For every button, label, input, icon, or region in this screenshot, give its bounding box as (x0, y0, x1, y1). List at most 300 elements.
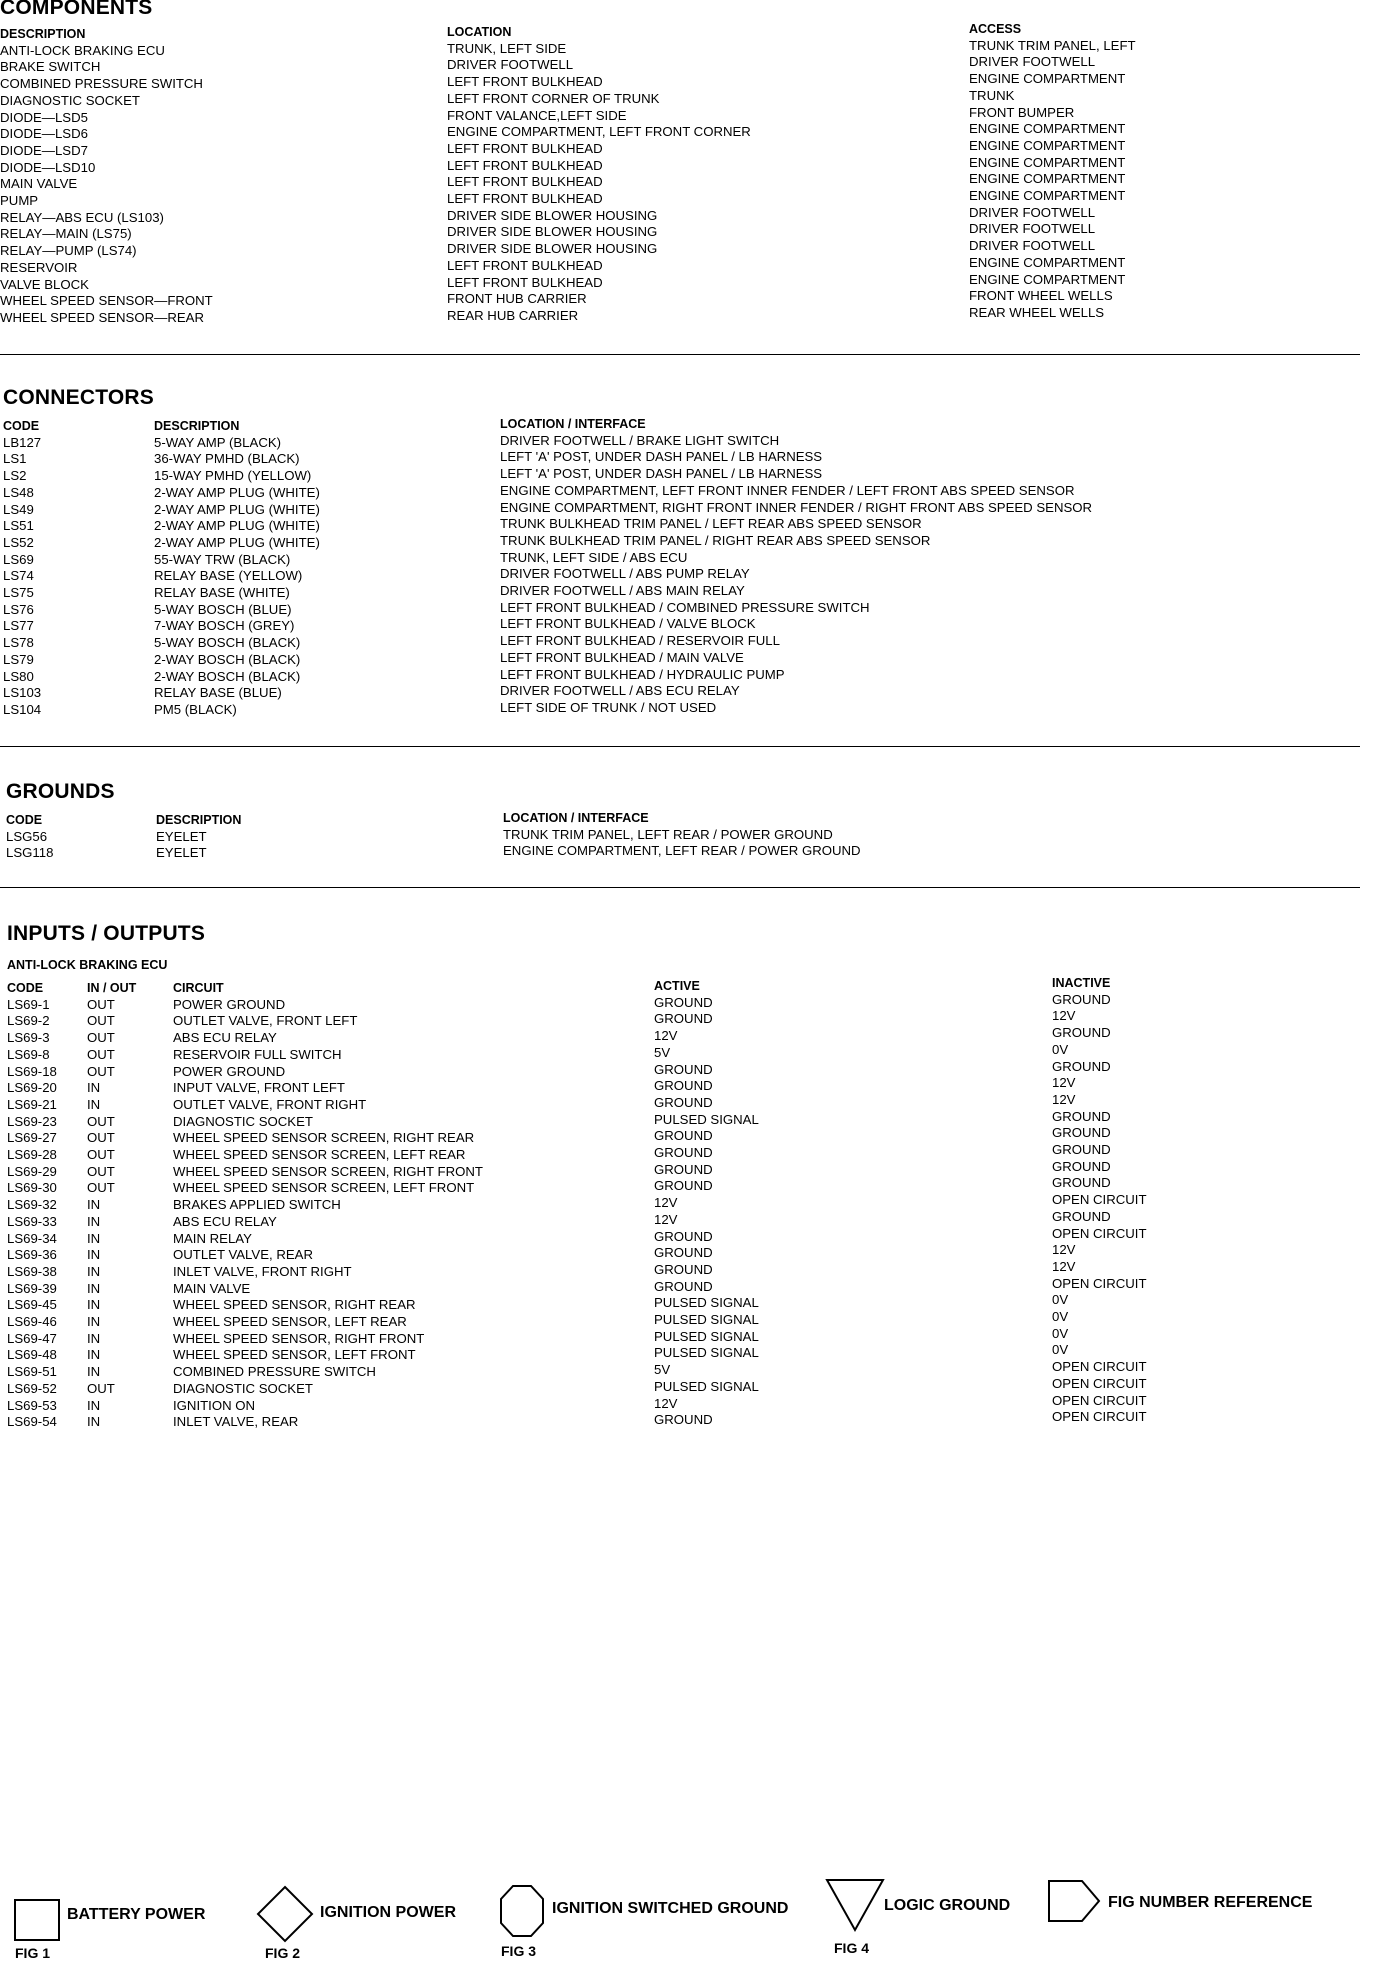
components-cell: DRIVER FOOTWELL (969, 54, 1096, 70)
io-cell: OPEN CIRCUIT (1052, 1275, 1147, 1291)
io-cell: LS69-46 (7, 1314, 57, 1330)
io-title: INPUTS / OUTPUTS (7, 922, 206, 945)
io-cell: IN (87, 1297, 101, 1313)
io-cell: WHEEL SPEED SENSOR, RIGHT FRONT (173, 1330, 425, 1346)
io-circuit-list (173, 997, 483, 1431)
grounds-description-column (156, 812, 241, 862)
components-access-list (969, 38, 1136, 322)
connectors-cell: LS69 (3, 551, 34, 567)
connectors-cell: DRIVER FOOTWELL / ABS ECU RELAY (500, 683, 740, 699)
legend-label-ignition-power: IGNITION POWER (320, 1904, 456, 1921)
io-cell: IN (87, 1096, 101, 1112)
components-cell: ENGINE COMPARTMENT (969, 254, 1126, 270)
components-cell: LEFT FRONT BULKHEAD (447, 174, 603, 190)
connectors-cell: 5-WAY BOSCH (BLUE) (154, 601, 292, 617)
io-cell: LS69-8 (7, 1046, 50, 1062)
io-cell: OUT (87, 1063, 115, 1079)
io-cell: GROUND (654, 1061, 713, 1077)
connectors-cell: LS49 (3, 501, 34, 517)
components-cell: RELAY—MAIN (LS75) (0, 226, 132, 242)
components-cell: DRIVER FOOTWELL (969, 221, 1096, 237)
components-cell: LEFT FRONT BULKHEAD (447, 274, 603, 290)
connectors-cell: 2-WAY AMP PLUG (WHITE) (154, 484, 320, 500)
fig-label-2: FIG 2 (265, 1945, 301, 1961)
io-cell: GROUND (1052, 1125, 1111, 1141)
connectors-cell: LS78 (3, 635, 34, 651)
io-cell: GROUND (654, 1245, 713, 1261)
section-divider (0, 887, 1360, 888)
io-inout-column (87, 980, 136, 1431)
io-cell: IN (87, 1080, 101, 1096)
io-inactive-list (1052, 992, 1147, 1426)
components-cell: COMBINED PRESSURE SWITCH (0, 76, 203, 92)
connectors-cell: 7-WAY BOSCH (GREY) (154, 618, 295, 634)
components-cell: REAR WHEEL WELLS (969, 304, 1105, 320)
io-cell: PULSED SIGNAL (654, 1328, 759, 1344)
components-cell: DIODE—LSD5 (0, 109, 88, 125)
connectors-cell: RELAY BASE (BLUE) (154, 685, 282, 701)
connectors-cell: LS103 (3, 685, 42, 701)
io-cell: ABS ECU RELAY (173, 1030, 277, 1046)
io-inactive-header: INACTIVE (1052, 976, 1111, 990)
io-cell: 0V (1052, 1309, 1069, 1325)
io-cell: LS69-29 (7, 1163, 57, 1179)
io-cell: POWER GROUND (173, 996, 286, 1012)
connectors-cell: 15-WAY PMHD (YELLOW) (154, 468, 312, 484)
section-divider (0, 746, 1360, 747)
io-cell: OUTLET VALVE, REAR (173, 1247, 313, 1263)
components-cell: WHEEL SPEED SENSOR—REAR (0, 309, 204, 325)
connectors-cell: ENGINE COMPARTMENT, RIGHT FRONT INNER FENDER / RIGHT FRONT ABS SPEED SENSOR (500, 499, 1093, 515)
components-cell: TRUNK TRIM PANEL, LEFT (969, 37, 1136, 53)
io-code-list (7, 997, 57, 1431)
io-cell: 12V (654, 1028, 678, 1044)
io-cell: OUT (87, 1130, 115, 1146)
io-cell: IGNITION ON (173, 1397, 256, 1413)
io-cell: OUT (87, 1046, 115, 1062)
triangle-icon (826, 1879, 884, 1931)
connectors-location-list (500, 433, 1092, 717)
io-cell: OPEN CIRCUIT (1052, 1192, 1147, 1208)
io-cell: LS69-52 (7, 1380, 57, 1396)
connectors-title: CONNECTORS (3, 386, 154, 409)
io-cell: LS69-20 (7, 1080, 57, 1096)
components-cell: RESERVOIR (0, 259, 78, 275)
io-cell: OUT (87, 996, 115, 1012)
io-cell: IN (87, 1263, 101, 1279)
io-cell: GROUND (654, 1261, 713, 1277)
components-cell: BRAKE SWITCH (0, 59, 101, 75)
components-cell: ENGINE COMPARTMENT (969, 154, 1126, 170)
io-cell: LS69-48 (7, 1347, 57, 1363)
octagon-icon (500, 1885, 544, 1937)
io-cell: GROUND (654, 1128, 713, 1144)
connectors-cell: RELAY BASE (YELLOW) (154, 568, 303, 584)
connectors-cell: LS48 (3, 484, 34, 500)
io-cell: OUT (87, 1113, 115, 1129)
connectors-cell: 2-WAY AMP PLUG (WHITE) (154, 518, 320, 534)
components-cell: ENGINE COMPARTMENT (969, 137, 1126, 153)
io-cell: WHEEL SPEED SENSOR, LEFT FRONT (173, 1347, 416, 1363)
connectors-cell: LEFT SIDE OF TRUNK / NOT USED (500, 699, 717, 715)
connectors-cell: 2-WAY AMP PLUG (WHITE) (154, 501, 320, 517)
io-cell: GROUND (654, 1161, 713, 1177)
io-cell: WHEEL SPEED SENSOR SCREEN, RIGHT REAR (173, 1130, 475, 1146)
io-cell: 5V (654, 1362, 671, 1378)
connectors-cell: LEFT FRONT BULKHEAD / COMBINED PRESSURE SWITCH (500, 599, 870, 615)
io-cell: MAIN RELAY (173, 1230, 252, 1246)
io-circuit-column (173, 980, 483, 1431)
io-cell: LS69-53 (7, 1397, 57, 1413)
components-location-header: LOCATION (447, 25, 512, 39)
components-cell: ENGINE COMPARTMENT (969, 171, 1126, 187)
io-cell: OUTLET VALVE, FRONT RIGHT (173, 1096, 367, 1112)
io-cell: 12V (1052, 1091, 1076, 1107)
io-cell: BRAKES APPLIED SWITCH (173, 1197, 341, 1213)
grounds-location-header: LOCATION / INTERFACE (503, 811, 649, 825)
components-cell: FRONT BUMPER (969, 104, 1075, 120)
connectors-cell: 5-WAY AMP (BLACK) (154, 434, 282, 450)
io-cell: LS69-28 (7, 1147, 57, 1163)
io-cell: POWER GROUND (173, 1063, 286, 1079)
components-cell: VALVE BLOCK (0, 276, 89, 292)
io-cell: OPEN CIRCUIT (1052, 1359, 1147, 1375)
components-cell: LEFT FRONT BULKHEAD (447, 74, 603, 90)
io-cell: 12V (654, 1211, 678, 1227)
connectors-code-list (3, 435, 41, 719)
legend-label-logic-ground: LOGIC GROUND (884, 1897, 1011, 1914)
connectors-cell: LS52 (3, 534, 34, 550)
io-cell: COMBINED PRESSURE SWITCH (173, 1364, 376, 1380)
connectors-cell: LEFT FRONT BULKHEAD / VALVE BLOCK (500, 616, 756, 632)
components-cell: ENGINE COMPARTMENT (969, 271, 1126, 287)
io-active-list (654, 995, 759, 1429)
io-cell: IN (87, 1330, 101, 1346)
io-cell: PULSED SIGNAL (654, 1378, 759, 1394)
connectors-cell: TRUNK BULKHEAD TRIM PANEL / RIGHT REAR ABS SPEED SENSOR (500, 532, 931, 548)
connectors-description-header: DESCRIPTION (154, 419, 240, 433)
io-cell: OPEN CIRCUIT (1052, 1375, 1147, 1391)
connectors-cell: 2-WAY AMP PLUG (WHITE) (154, 534, 320, 550)
io-cell: 12V (1052, 1008, 1076, 1024)
components-cell: DRIVER SIDE BLOWER HOUSING (447, 207, 658, 223)
io-cell: OPEN CIRCUIT (1052, 1392, 1147, 1408)
io-cell: GROUND (654, 1228, 713, 1244)
connectors-cell: LEFT FRONT BULKHEAD / RESERVOIR FULL (500, 633, 780, 649)
connectors-cell: 2-WAY BOSCH (BLACK) (154, 668, 301, 684)
io-cell: ABS ECU RELAY (173, 1213, 277, 1229)
grounds-cell: ENGINE COMPARTMENT, LEFT REAR / POWER GROUND (503, 843, 861, 859)
connectors-cell: 36-WAY PMHD (BLACK) (154, 451, 300, 467)
io-cell: IN (87, 1314, 101, 1330)
connectors-description-list (154, 435, 320, 719)
connectors-cell: 2-WAY BOSCH (BLACK) (154, 651, 301, 667)
io-cell: IN (87, 1397, 101, 1413)
grounds-location-column (503, 810, 861, 860)
connectors-cell: ENGINE COMPARTMENT, LEFT FRONT INNER FENDER / LEFT FRONT ABS SPEED SENSOR (500, 482, 1075, 498)
io-active-column (654, 978, 759, 1429)
io-cell: WHEEL SPEED SENSOR SCREEN, RIGHT FRONT (173, 1163, 483, 1179)
io-subtitle: ANTI-LOCK BRAKING ECU (7, 958, 168, 972)
io-inout-header: IN / OUT (87, 981, 137, 995)
grounds-description-header: DESCRIPTION (156, 813, 242, 827)
grounds-cell: LSG118 (6, 845, 54, 861)
components-cell: RELAY—PUMP (LS74) (0, 243, 137, 259)
io-cell: GROUND (654, 1145, 713, 1161)
io-cell: PULSED SIGNAL (654, 1312, 759, 1328)
io-cell: GROUND (654, 1078, 713, 1094)
components-cell: FRONT VALANCE,LEFT SIDE (447, 107, 627, 123)
components-cell: FRONT HUB CARRIER (447, 291, 587, 307)
legend-label-fig-number-reference: FIG NUMBER REFERENCE (1108, 1894, 1313, 1911)
io-cell: GROUND (654, 1412, 713, 1428)
io-cell: 5V (654, 1044, 671, 1060)
io-cell: LS69-18 (7, 1063, 57, 1079)
io-inactive-column (1052, 975, 1147, 1426)
connectors-cell: LS80 (3, 668, 34, 684)
io-cell: OUT (87, 1013, 115, 1029)
components-cell: DIODE—LSD6 (0, 126, 88, 142)
connectors-cell: 55-WAY TRW (BLACK) (154, 551, 291, 567)
components-cell: TRUNK, LEFT SIDE (447, 40, 567, 56)
connectors-cell: DRIVER FOOTWELL / BRAKE LIGHT SWITCH (500, 432, 780, 448)
components-cell: TRUNK (969, 87, 1015, 103)
io-cell: LS69-3 (7, 1030, 50, 1046)
io-cell: INLET VALVE, REAR (173, 1414, 299, 1430)
components-cell: REAR HUB CARRIER (447, 307, 579, 323)
components-cell: LEFT FRONT BULKHEAD (447, 157, 603, 173)
components-location-list (447, 41, 751, 325)
io-cell: LS69-32 (7, 1197, 57, 1213)
connectors-cell: LS104 (3, 701, 42, 717)
io-cell: LS69-1 (7, 996, 50, 1012)
io-cell: IN (87, 1197, 101, 1213)
io-cell: IN (87, 1230, 101, 1246)
connectors-cell: DRIVER FOOTWELL / ABS PUMP RELAY (500, 566, 750, 582)
components-cell: ENGINE COMPARTMENT (969, 188, 1126, 204)
grounds-cell: EYELET (156, 828, 207, 844)
grounds-cell: EYELET (156, 845, 207, 861)
io-cell: LS69-47 (7, 1330, 57, 1346)
connectors-cell: LB127 (3, 434, 42, 450)
io-inout-list (87, 997, 136, 1431)
io-cell: IN (87, 1280, 101, 1296)
components-cell: LEFT FRONT CORNER OF TRUNK (447, 90, 660, 106)
io-cell: LS69-54 (7, 1414, 57, 1430)
components-cell: ENGINE COMPARTMENT (969, 121, 1126, 137)
io-cell: INLET VALVE, FRONT RIGHT (173, 1263, 352, 1279)
io-cell: OUT (87, 1180, 115, 1196)
io-cell: GROUND (1052, 1058, 1111, 1074)
io-cell: MAIN VALVE (173, 1280, 251, 1296)
io-cell: GROUND (654, 1094, 713, 1110)
fig-label-4: FIG 4 (834, 1940, 870, 1956)
io-cell: LS69-33 (7, 1213, 57, 1229)
fig-label-1: FIG 1 (15, 1945, 51, 1961)
io-code-header: CODE (7, 981, 44, 995)
components-description-header: DESCRIPTION (0, 27, 86, 41)
io-cell: 0V (1052, 1342, 1069, 1358)
components-cell: ANTI-LOCK BRAKING ECU (0, 42, 165, 58)
io-cell: WHEEL SPEED SENSOR, RIGHT REAR (173, 1297, 416, 1313)
io-cell: GROUND (654, 1011, 713, 1027)
components-cell: LEFT FRONT BULKHEAD (447, 140, 603, 156)
connectors-cell: LEFT 'A' POST, UNDER DASH PANEL / LB HARNESS (500, 466, 823, 482)
io-cell: OUT (87, 1163, 115, 1179)
io-cell: LS69-27 (7, 1130, 57, 1146)
components-title: COMPONENTS (0, 0, 153, 19)
square-icon (14, 1899, 60, 1941)
components-description-column (0, 26, 213, 327)
section-divider (0, 354, 1360, 355)
components-description-list (0, 43, 213, 327)
io-cell: IN (87, 1364, 101, 1380)
io-cell: 0V (1052, 1041, 1069, 1057)
connectors-code-column (3, 418, 41, 719)
io-cell: IN (87, 1347, 101, 1363)
legend-label-ignition-switched-ground: IGNITION SWITCHED GROUND (552, 1900, 789, 1917)
io-cell: 0V (1052, 1292, 1069, 1308)
connectors-location-column (500, 416, 1092, 717)
grounds-cell: LSG56 (6, 828, 48, 844)
io-cell: LS69-23 (7, 1113, 57, 1129)
grounds-code-column (6, 812, 53, 862)
io-cell: 12V (654, 1395, 678, 1411)
io-cell: GROUND (1052, 1175, 1111, 1191)
connectors-cell: LEFT 'A' POST, UNDER DASH PANEL / LB HARNESS (500, 449, 823, 465)
io-cell: LS69-45 (7, 1297, 57, 1313)
io-cell: OUT (87, 1147, 115, 1163)
io-active-header: ACTIVE (654, 979, 700, 993)
io-cell: LS69-39 (7, 1280, 57, 1296)
io-cell: PULSED SIGNAL (654, 1295, 759, 1311)
io-cell: OPEN CIRCUIT (1052, 1409, 1147, 1425)
io-cell: 0V (1052, 1325, 1069, 1341)
components-cell: PUMP (0, 193, 39, 209)
io-cell: PULSED SIGNAL (654, 1345, 759, 1361)
components-cell: DIODE—LSD7 (0, 142, 88, 158)
io-cell: WHEEL SPEED SENSOR, LEFT REAR (173, 1314, 407, 1330)
io-cell: GROUND (1052, 1142, 1111, 1158)
components-cell: DRIVER SIDE BLOWER HOUSING (447, 224, 658, 240)
connectors-cell: LS77 (3, 618, 34, 634)
io-cell: GROUND (1052, 991, 1111, 1007)
io-cell: 12V (654, 1195, 678, 1211)
io-circuit-header: CIRCUIT (173, 981, 224, 995)
components-cell: LEFT FRONT BULKHEAD (447, 257, 603, 273)
components-cell: FRONT WHEEL WELLS (969, 288, 1113, 304)
io-code-column (7, 980, 57, 1431)
io-cell: IN (87, 1213, 101, 1229)
io-cell: OUT (87, 1380, 115, 1396)
arrow-box-icon (1048, 1880, 1100, 1922)
connectors-cell: LEFT FRONT BULKHEAD / MAIN VALVE (500, 649, 744, 665)
components-cell: DRIVER SIDE BLOWER HOUSING (447, 241, 658, 257)
io-cell: LS69-21 (7, 1096, 57, 1112)
components-location-column (447, 24, 751, 325)
components-access-column (969, 21, 1136, 322)
connectors-cell: LS51 (3, 518, 34, 534)
diamond-icon (257, 1886, 313, 1942)
io-cell: GROUND (1052, 1108, 1111, 1124)
io-cell: 12V (1052, 1258, 1076, 1274)
io-cell: OPEN CIRCUIT (1052, 1225, 1147, 1241)
io-cell: DIAGNOSTIC SOCKET (173, 1113, 313, 1129)
io-cell: LS69-51 (7, 1364, 57, 1380)
connectors-cell: LS1 (3, 451, 27, 467)
components-cell: MAIN VALVE (0, 176, 78, 192)
io-cell: LS69-38 (7, 1263, 57, 1279)
connectors-cell: TRUNK, LEFT SIDE / ABS ECU (500, 549, 688, 565)
components-cell: WHEEL SPEED SENSOR—FRONT (0, 293, 213, 309)
components-cell: DRIVER FOOTWELL (969, 204, 1096, 220)
io-cell: LS69-34 (7, 1230, 57, 1246)
components-cell: RELAY—ABS ECU (LS103) (0, 209, 164, 225)
io-cell: 12V (1052, 1242, 1076, 1258)
components-cell: DIODE—LSD10 (0, 159, 96, 175)
components-cell: DIAGNOSTIC SOCKET (0, 92, 140, 108)
grounds-code-list (6, 829, 53, 862)
connectors-cell: DRIVER FOOTWELL / ABS MAIN RELAY (500, 583, 745, 599)
io-cell: LS69-30 (7, 1180, 57, 1196)
io-cell: GROUND (1052, 1025, 1111, 1041)
io-cell: GROUND (1052, 1208, 1111, 1224)
io-cell: IN (87, 1247, 101, 1263)
grounds-location-list (503, 827, 861, 860)
io-cell: IN (87, 1414, 101, 1430)
components-cell: ENGINE COMPARTMENT (969, 71, 1126, 87)
grounds-description-list (156, 829, 241, 862)
components-cell: ENGINE COMPARTMENT, LEFT FRONT CORNER (447, 124, 751, 140)
grounds-cell: TRUNK TRIM PANEL, LEFT REAR / POWER GROUND (503, 826, 833, 842)
io-cell: GROUND (654, 1178, 713, 1194)
io-cell: LS69-36 (7, 1247, 57, 1263)
io-cell: LS69-2 (7, 1013, 50, 1029)
connectors-cell: TRUNK BULKHEAD TRIM PANEL / LEFT REAR ABS SPEED SENSOR (500, 516, 922, 532)
connectors-cell: LS2 (3, 468, 27, 484)
components-cell: DRIVER FOOTWELL (969, 238, 1096, 254)
connectors-cell: LS74 (3, 568, 34, 584)
grounds-code-header: CODE (6, 813, 43, 827)
grounds-title: GROUNDS (6, 780, 115, 803)
connectors-cell: LS75 (3, 585, 34, 601)
components-cell: LEFT FRONT BULKHEAD (447, 191, 603, 207)
io-cell: DIAGNOSTIC SOCKET (173, 1380, 313, 1396)
io-cell: WHEEL SPEED SENSOR SCREEN, LEFT FRONT (173, 1180, 475, 1196)
connectors-cell: LEFT FRONT BULKHEAD / HYDRAULIC PUMP (500, 666, 785, 682)
io-cell: RESERVOIR FULL SWITCH (173, 1046, 342, 1062)
connectors-cell: LS76 (3, 601, 34, 617)
io-cell: GROUND (1052, 1158, 1111, 1174)
io-cell: GROUND (654, 994, 713, 1010)
io-cell: OUT (87, 1030, 115, 1046)
connectors-description-column (154, 418, 320, 719)
connectors-cell: PM5 (BLACK) (154, 701, 237, 717)
components-cell: DRIVER FOOTWELL (447, 57, 574, 73)
components-access-header: ACCESS (969, 22, 1022, 36)
io-cell: 12V (1052, 1075, 1076, 1091)
io-cell: WHEEL SPEED SENSOR SCREEN, LEFT REAR (173, 1147, 466, 1163)
legend-label-battery-power: BATTERY POWER (67, 1906, 206, 1923)
io-cell: GROUND (654, 1278, 713, 1294)
io-cell: OUTLET VALVE, FRONT LEFT (173, 1013, 358, 1029)
connectors-cell: LS79 (3, 651, 34, 667)
connectors-cell: 5-WAY BOSCH (BLACK) (154, 635, 301, 651)
io-cell: PULSED SIGNAL (654, 1111, 759, 1127)
io-cell: INPUT VALVE, FRONT LEFT (173, 1080, 345, 1096)
connectors-cell: RELAY BASE (WHITE) (154, 585, 290, 601)
connectors-location-header: LOCATION / INTERFACE (500, 417, 646, 431)
